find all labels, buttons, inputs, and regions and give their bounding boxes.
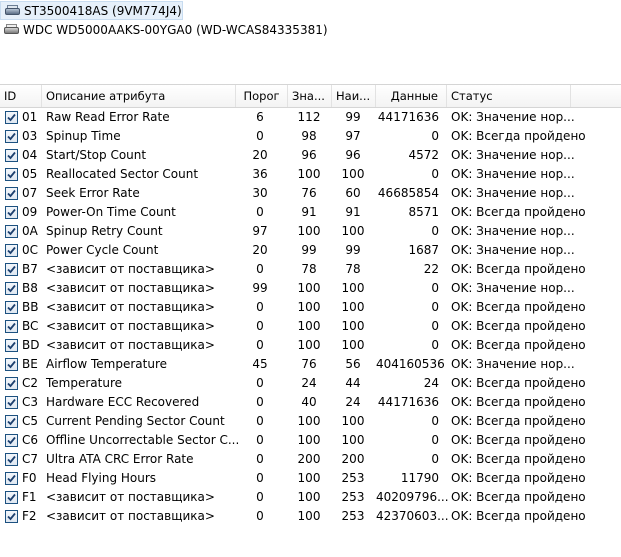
- checkmark-icon: [6, 112, 17, 123]
- row-checkbox[interactable]: [5, 225, 18, 238]
- attribute-raw-data: 42370603...: [376, 509, 449, 523]
- attribute-description: Current Pending Sector Count: [46, 414, 225, 428]
- attribute-raw-data: 0: [431, 129, 439, 143]
- table-row[interactable]: [0, 222, 575, 241]
- attribute-description: Power-On Time Count: [46, 205, 176, 219]
- attribute-status: OK: Всегда пройдено: [451, 414, 586, 428]
- table-row[interactable]: [0, 469, 586, 488]
- attribute-id: BE: [22, 357, 38, 371]
- checkmark-icon: [6, 340, 17, 351]
- table-header: [0, 84, 621, 108]
- attribute-raw-data: 0: [431, 338, 439, 352]
- table-row[interactable]: [0, 184, 575, 203]
- attribute-worst: 200: [341, 452, 365, 466]
- attribute-status: OK: Всегда пройдено: [451, 509, 586, 523]
- attribute-raw-data: 44171636: [377, 395, 439, 409]
- attribute-worst: 100: [341, 414, 365, 428]
- attribute-value: 100: [297, 433, 321, 447]
- checkmark-icon: [6, 397, 17, 408]
- attribute-threshold: 0: [256, 471, 264, 485]
- checkmark-icon: [6, 131, 17, 142]
- checkmark-icon: [6, 188, 17, 199]
- attribute-raw-data: 44171636: [377, 110, 439, 124]
- attribute-description: <зависит от поставщика>: [46, 300, 215, 314]
- attribute-description: <зависит от поставщика>: [46, 262, 215, 276]
- attribute-raw-data: 8571: [408, 205, 439, 219]
- attribute-threshold: 0: [256, 490, 264, 504]
- attribute-description: Reallocated Sector Count: [46, 167, 199, 181]
- table-row[interactable]: [0, 317, 586, 336]
- attribute-raw-data: 40209796...: [376, 490, 449, 504]
- attribute-id: 04: [22, 148, 38, 162]
- table-row[interactable]: [0, 412, 586, 431]
- attribute-description: Ultra ATA CRC Error Rate: [46, 452, 194, 466]
- column-header-status[interactable]: Статус: [447, 85, 571, 107]
- table-row[interactable]: [0, 355, 575, 374]
- attribute-threshold: 0: [256, 452, 264, 466]
- attribute-status: OK: Значение нор...: [451, 186, 575, 200]
- column-header-value[interactable]: Зна...: [288, 85, 332, 107]
- attribute-worst: 100: [341, 319, 365, 333]
- row-checkbox[interactable]: [5, 320, 18, 333]
- attribute-id: 03: [22, 129, 38, 143]
- attribute-value: 100: [297, 224, 321, 238]
- attribute-threshold: 0: [256, 262, 264, 276]
- attribute-description: Power Cycle Count: [46, 243, 159, 257]
- row-checkbox[interactable]: [5, 339, 18, 352]
- attribute-description: <зависит от поставщика>: [46, 319, 215, 333]
- table-row[interactable]: [0, 279, 575, 298]
- attribute-threshold: 20: [252, 148, 268, 162]
- attribute-value: 91: [301, 205, 317, 219]
- checkmark-icon: [6, 511, 17, 522]
- attribute-threshold: 45: [252, 357, 268, 371]
- attribute-raw-data: 1687: [408, 243, 439, 257]
- table-row[interactable]: [0, 393, 586, 412]
- checkmark-icon: [6, 492, 17, 503]
- row-checkbox[interactable]: [5, 510, 18, 523]
- attribute-value: 100: [297, 167, 321, 181]
- checkmark-icon: [6, 359, 17, 370]
- attribute-threshold: 0: [256, 319, 264, 333]
- attribute-status: OK: Значение нор...: [451, 110, 575, 124]
- attribute-description: <зависит от поставщика>: [46, 338, 215, 352]
- attribute-status: OK: Всегда пройдено: [451, 490, 586, 504]
- attribute-raw-data: 0: [431, 281, 439, 295]
- table-row[interactable]: [0, 450, 586, 469]
- attribute-description: Temperature: [46, 376, 123, 390]
- attribute-description: Start/Stop Count: [46, 148, 147, 162]
- drive-label: ST3500418AS (9VM774J4): [24, 3, 182, 18]
- attribute-threshold: 99: [252, 281, 268, 295]
- attribute-id: C6: [22, 433, 39, 447]
- table-row[interactable]: [0, 336, 586, 355]
- attribute-worst: 253: [341, 471, 365, 485]
- attribute-id: C5: [22, 414, 39, 428]
- row-checkbox[interactable]: [5, 244, 18, 257]
- attribute-raw-data: 4572: [408, 148, 439, 162]
- attribute-status: OK: Всегда пройдено: [451, 129, 586, 143]
- attribute-worst: 97: [345, 129, 361, 143]
- checkmark-icon: [6, 416, 17, 427]
- attribute-worst: 60: [345, 186, 361, 200]
- attribute-value: 98: [301, 129, 317, 143]
- attribute-threshold: 0: [256, 300, 264, 314]
- table-row[interactable]: [0, 108, 575, 127]
- attribute-raw-data: 404160536: [376, 357, 445, 371]
- row-checkbox[interactable]: [5, 149, 18, 162]
- attribute-description: Raw Read Error Rate: [46, 110, 170, 124]
- attribute-worst: 99: [345, 110, 361, 124]
- row-checkbox[interactable]: [5, 434, 18, 447]
- checkmark-icon: [6, 454, 17, 465]
- column-header-description[interactable]: Описание атрибута: [42, 85, 236, 107]
- attribute-worst: 91: [345, 205, 361, 219]
- attribute-worst: 253: [341, 490, 365, 504]
- attribute-description: Offline Uncorrectable Sector C...: [46, 433, 240, 447]
- table-row[interactable]: [0, 203, 586, 222]
- attribute-status: OK: Всегда пройдено: [451, 471, 586, 485]
- attribute-worst: 78: [345, 262, 361, 276]
- attribute-id: F0: [22, 471, 37, 485]
- table-row[interactable]: [0, 260, 586, 279]
- checkmark-icon: [6, 378, 17, 389]
- attribute-description: <зависит от поставщика>: [46, 281, 215, 295]
- attribute-threshold: 0: [256, 433, 264, 447]
- attribute-description: Hardware ECC Recovered: [46, 395, 200, 409]
- column-header-data[interactable]: Данные: [376, 85, 447, 107]
- attribute-id: C7: [22, 452, 39, 466]
- row-checkbox[interactable]: [5, 130, 18, 143]
- attribute-worst: 24: [345, 395, 361, 409]
- attribute-id: F1: [22, 490, 37, 504]
- row-checkbox[interactable]: [5, 206, 18, 219]
- attribute-raw-data: 22: [423, 262, 439, 276]
- column-header-worst[interactable]: Наи...: [332, 85, 376, 107]
- attribute-threshold: 0: [256, 205, 264, 219]
- attribute-value: 100: [297, 471, 321, 485]
- attribute-value: 200: [297, 452, 321, 466]
- attribute-id: 0A: [22, 224, 38, 238]
- attribute-status: OK: Значение нор...: [451, 281, 575, 295]
- attribute-value: 100: [297, 338, 321, 352]
- attribute-id: 0C: [22, 243, 39, 257]
- attribute-description: Airflow Temperature: [46, 357, 168, 371]
- attribute-threshold: 0: [256, 376, 264, 390]
- drive-label: WDC WD5000AAKS-00YGA0 (WD-WCAS84335381): [23, 22, 328, 37]
- attribute-value: 78: [301, 262, 317, 276]
- attribute-threshold: 36: [252, 167, 268, 181]
- row-checkbox[interactable]: [5, 263, 18, 276]
- attribute-value: 99: [301, 243, 317, 257]
- row-checkbox[interactable]: [5, 472, 18, 485]
- attribute-worst: 100: [341, 300, 365, 314]
- attribute-status: OK: Значение нор...: [451, 148, 575, 162]
- attribute-id: 01: [22, 110, 38, 124]
- row-checkbox[interactable]: [5, 491, 18, 504]
- table-row[interactable]: [0, 241, 575, 260]
- attribute-status: OK: Всегда пройдено: [451, 433, 586, 447]
- row-checkbox[interactable]: [5, 377, 18, 390]
- attribute-value: 100: [297, 319, 321, 333]
- checkmark-icon: [6, 226, 17, 237]
- attribute-value: 100: [297, 509, 321, 523]
- attribute-description: Spinup Retry Count: [46, 224, 163, 238]
- attribute-status: OK: Значение нор...: [451, 357, 575, 371]
- row-checkbox[interactable]: [5, 111, 18, 124]
- attribute-id: F2: [22, 509, 37, 523]
- attribute-status: OK: Всегда пройдено: [451, 300, 586, 314]
- attribute-raw-data: 0: [431, 414, 439, 428]
- attribute-threshold: 0: [256, 414, 264, 428]
- attribute-description: Spinup Time: [46, 129, 121, 143]
- attribute-value: 76: [301, 357, 317, 371]
- row-checkbox[interactable]: [5, 396, 18, 409]
- attribute-id: 07: [22, 186, 38, 200]
- row-checkbox[interactable]: [5, 453, 18, 466]
- attribute-status: OK: Всегда пройдено: [451, 262, 586, 276]
- row-checkbox[interactable]: [5, 301, 18, 314]
- attribute-id: BC: [22, 319, 39, 333]
- attribute-threshold: 97: [252, 224, 268, 238]
- column-header-id[interactable]: ID: [0, 85, 42, 107]
- attribute-value: 96: [301, 148, 317, 162]
- attribute-raw-data: 0: [431, 167, 439, 181]
- attribute-raw-data: 0: [431, 224, 439, 238]
- attribute-value: 100: [297, 490, 321, 504]
- attribute-threshold: 0: [256, 509, 264, 523]
- attribute-threshold: 6: [256, 110, 264, 124]
- table-row[interactable]: [0, 165, 575, 184]
- table-row[interactable]: [0, 298, 586, 317]
- attribute-raw-data: 46685854: [377, 186, 439, 200]
- attribute-raw-data: 24: [423, 376, 439, 390]
- row-checkbox[interactable]: [5, 415, 18, 428]
- attribute-description: <зависит от поставщика>: [46, 509, 215, 523]
- row-checkbox[interactable]: [5, 282, 18, 295]
- attribute-threshold: 0: [256, 395, 264, 409]
- table-row[interactable]: [0, 488, 586, 507]
- attribute-raw-data: 0: [431, 300, 439, 314]
- attribute-id: BD: [22, 338, 40, 352]
- column-header-threshold[interactable]: Порог: [236, 85, 288, 107]
- attribute-raw-data: 11790: [400, 471, 439, 485]
- attribute-status: OK: Всегда пройдено: [451, 338, 586, 352]
- table-row[interactable]: [0, 146, 575, 165]
- checkmark-icon: [6, 283, 17, 294]
- checkmark-icon: [6, 169, 17, 180]
- attribute-value: 100: [297, 414, 321, 428]
- attribute-worst: 100: [341, 338, 365, 352]
- attribute-id: C2: [22, 376, 39, 390]
- attribute-value: 76: [301, 186, 317, 200]
- attribute-status: OK: Всегда пройдено: [451, 205, 586, 219]
- attribute-worst: 44: [345, 376, 361, 390]
- hard-drive-icon: [4, 24, 19, 35]
- attribute-worst: 56: [345, 357, 361, 371]
- attribute-threshold: 20: [252, 243, 268, 257]
- checkmark-icon: [6, 435, 17, 446]
- drive-item-1[interactable]: [0, 20, 328, 39]
- attribute-description: Head Flying Hours: [46, 471, 157, 485]
- attribute-value: 112: [297, 110, 321, 124]
- attribute-worst: 100: [341, 167, 365, 181]
- hard-drive-icon: [5, 5, 20, 16]
- attribute-id: 09: [22, 205, 38, 219]
- attribute-status: OK: Значение нор...: [451, 243, 575, 257]
- attribute-status: OK: Всегда пройдено: [451, 319, 586, 333]
- attribute-raw-data: 0: [431, 319, 439, 333]
- attribute-id: B7: [22, 262, 38, 276]
- attribute-threshold: 30: [252, 186, 268, 200]
- attribute-worst: 96: [345, 148, 361, 162]
- drive-item-0[interactable]: [0, 1, 183, 20]
- checkmark-icon: [6, 321, 17, 332]
- attribute-worst: 100: [341, 433, 365, 447]
- checkmark-icon: [6, 264, 17, 275]
- table-row[interactable]: [0, 431, 586, 450]
- attribute-description: <зависит от поставщика>: [46, 490, 215, 504]
- attribute-worst: 100: [341, 224, 365, 238]
- table-row[interactable]: [0, 127, 586, 146]
- checkmark-icon: [6, 150, 17, 161]
- attribute-value: 40: [301, 395, 317, 409]
- table-row[interactable]: [0, 374, 586, 393]
- attribute-raw-data: 0: [431, 452, 439, 466]
- checkmark-icon: [6, 245, 17, 256]
- attribute-id: C3: [22, 395, 39, 409]
- attribute-id: B8: [22, 281, 38, 295]
- attribute-threshold: 0: [256, 338, 264, 352]
- row-checkbox[interactable]: [5, 187, 18, 200]
- attribute-worst: 99: [345, 243, 361, 257]
- attribute-status: OK: Значение нор...: [451, 167, 575, 181]
- row-checkbox[interactable]: [5, 358, 18, 371]
- attribute-status: OK: Всегда пройдено: [451, 376, 586, 390]
- attribute-description: Seek Error Rate: [46, 186, 140, 200]
- attribute-worst: 253: [341, 509, 365, 523]
- attribute-value: 100: [297, 281, 321, 295]
- attribute-value: 24: [301, 376, 317, 390]
- attribute-threshold: 0: [256, 129, 264, 143]
- attribute-status: OK: Всегда пройдено: [451, 452, 586, 466]
- attribute-raw-data: 0: [431, 433, 439, 447]
- attribute-id: 05: [22, 167, 38, 181]
- attribute-value: 100: [297, 300, 321, 314]
- attribute-status: OK: Значение нор...: [451, 224, 575, 238]
- checkmark-icon: [6, 302, 17, 313]
- attribute-status: OK: Всегда пройдено: [451, 395, 586, 409]
- attribute-worst: 100: [341, 281, 365, 295]
- table-row[interactable]: [0, 507, 586, 526]
- checkmark-icon: [6, 473, 17, 484]
- row-checkbox[interactable]: [5, 168, 18, 181]
- checkmark-icon: [6, 207, 17, 218]
- attribute-id: BB: [22, 300, 39, 314]
